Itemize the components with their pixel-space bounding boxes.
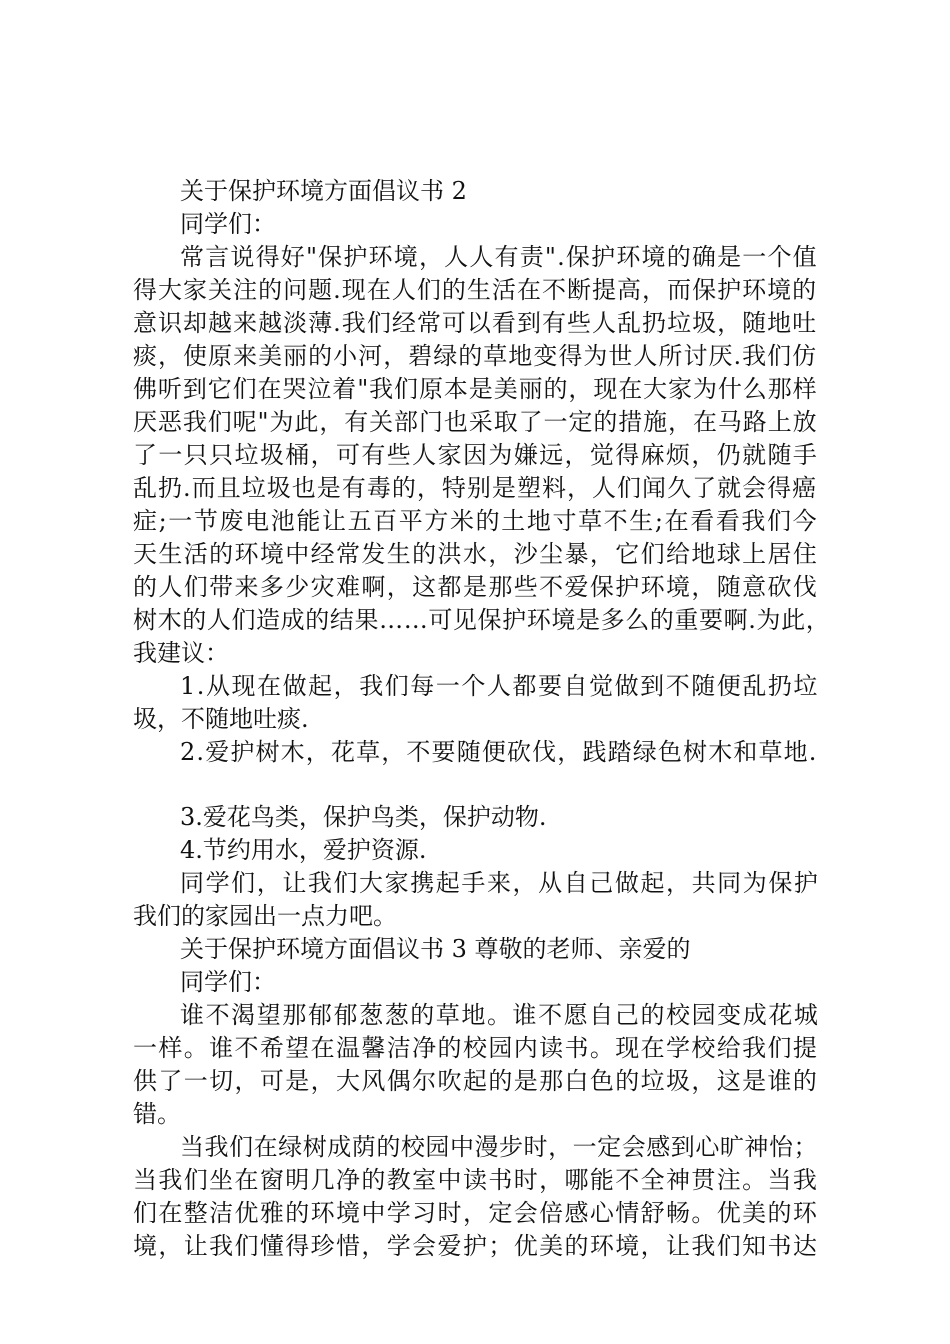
body-line: 痰，使原来美丽的小河，碧绿的草地变得为世人所讨厌.我们仿 [133, 342, 818, 370]
list-item-1-cont: 圾，不随地吐痰. [133, 705, 309, 733]
section-title-2: 关于保护环境方面倡议书 2 [180, 177, 467, 205]
list-item-4: 4.节约用水，爱护资源. [180, 836, 427, 864]
body-line: 当我们坐在窗明几净的教室中读书时，哪能不全神贯注。当我 [133, 1166, 819, 1194]
body-line: 树木的人们造成的结果……可见保护环境是多么的重要啊.为此， [133, 606, 831, 634]
body-line: 厌恶我们呢"为此，有关部门也采取了一定的措施，在马路上放 [133, 408, 818, 436]
salutation: 同学们： [180, 968, 276, 996]
section-title-3: 关于保护环境方面倡议书 3 尊敬的老师、亲爱的 [180, 935, 691, 963]
body-line: 常言说得好"保护环境，人人有责".保护环境的确是一个值 [180, 243, 818, 271]
body-line: 天生活的环境中经常发生的洪水，沙尘暴，它们给地球上居住 [133, 540, 819, 568]
body-line: 谁不渴望那郁郁葱葱的草地。谁不愿自己的校园变成花城 [180, 1001, 820, 1029]
list-item-2: 2.爱护树木，花草，不要随便砍伐，践踏绿色树木和草地. [180, 738, 818, 766]
body-line: 的人们带来多少灾难啊，这都是那些不爱保护环境，随意砍伐 [133, 573, 819, 601]
body-line: 一样。谁不希望在温馨洁净的校园内读书。现在学校给我们提 [133, 1034, 819, 1062]
body-line: 供了一切，可是，大风偶尔吹起的是那白色的垃圾，这是谁的 [133, 1067, 819, 1095]
list-item-1: 1.从现在做起，我们每一个人都要自觉做到不随便乱扔垃 [180, 672, 819, 700]
body-line: 症;一节废电池能让五百平方米的土地寸草不生;在看看我们今 [133, 507, 819, 535]
body-line: 得大家关注的问题.现在人们的生活在不断提高，而保护环境的 [133, 276, 818, 304]
body-line: 我建议： [133, 639, 229, 667]
body-line: 同学们，让我们大家携起手来，从自己做起，共同为保护 [180, 869, 820, 897]
body-line: 了一只只垃圾桶，可有些人家因为嫌远，觉得麻烦，仍就随手 [133, 441, 819, 469]
salutation: 同学们： [180, 210, 276, 238]
body-line: 乱扔.而且垃圾也是有毒的，特别是塑料，人们闻久了就会得癌 [133, 474, 818, 502]
body-line: 境，让我们懂得珍惜，学会爱护；优美的环境，让我们知书达 [133, 1232, 819, 1260]
body-line: 意识却越来越淡薄.我们经常可以看到有些人乱扔垃圾，随地吐 [133, 309, 818, 337]
body-line: 佛听到它们在哭泣着"我们原本是美丽的，现在大家为什么那样 [133, 375, 818, 403]
body-line: 我们的家园出一点力吧。 [133, 902, 397, 930]
body-line: 当我们在绿树成荫的校园中漫步时，一定会感到心旷神怡； [180, 1133, 819, 1161]
body-line: 们在整洁优雅的环境中学习时，定会倍感心情舒畅。优美的环 [133, 1199, 819, 1227]
body-line: 错。 [133, 1100, 181, 1128]
list-item-3: 3.爱花鸟类，保护鸟类，保护动物. [180, 803, 547, 831]
